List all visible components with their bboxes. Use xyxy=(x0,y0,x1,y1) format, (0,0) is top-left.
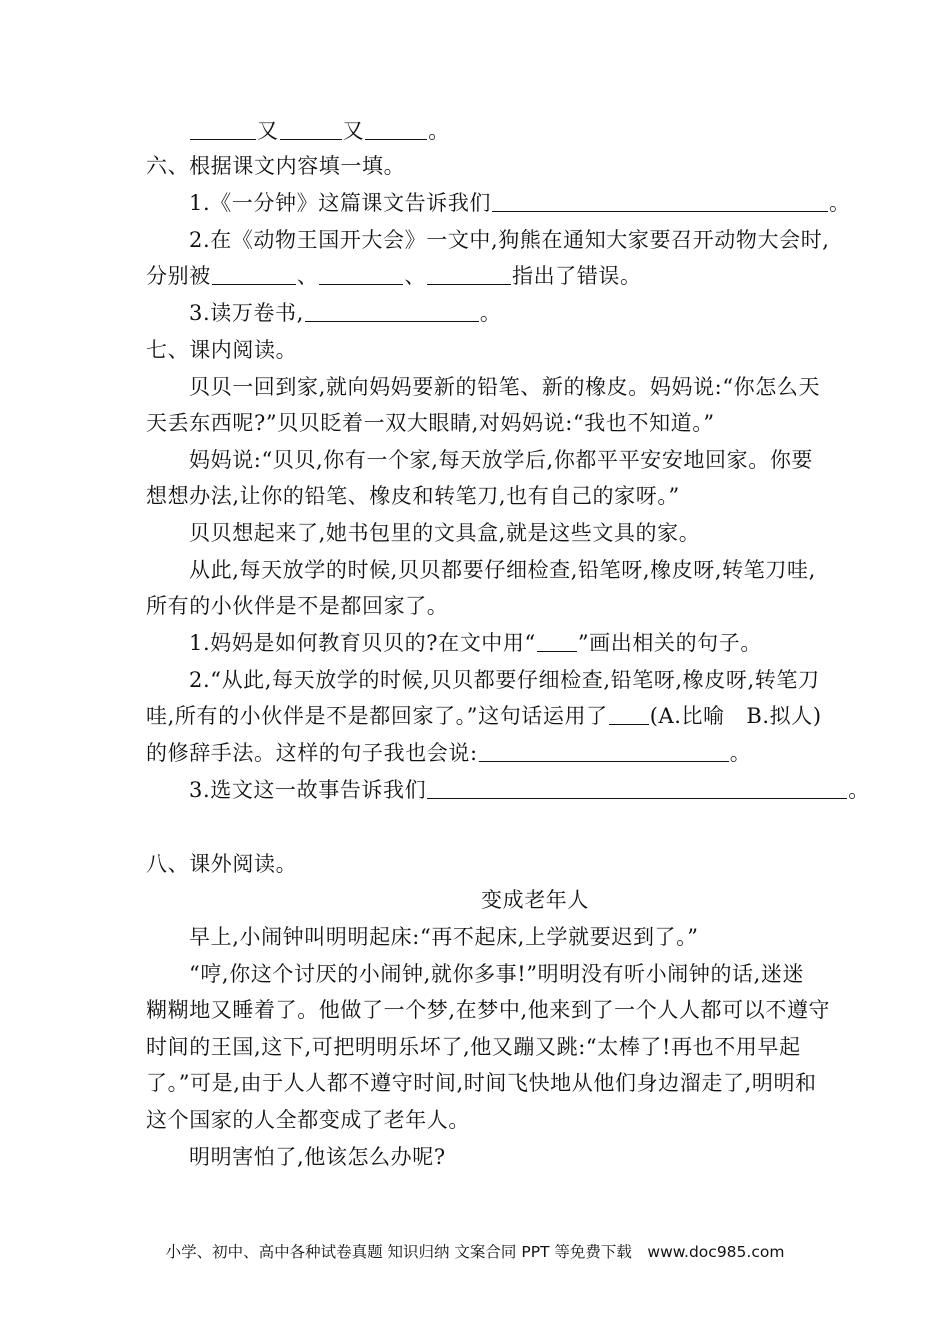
story-title: 变成老年人 xyxy=(481,888,589,912)
connector-text: 又 xyxy=(342,119,365,143)
punctuation: 。 xyxy=(428,119,450,143)
answer-blank[interactable] xyxy=(427,778,847,799)
s8-paragraph-line: “哼,你这个讨厌的小闹钟,就你多事!”明明没有听小闹钟的话,迷迷 xyxy=(189,962,805,986)
answer-blank[interactable] xyxy=(492,191,828,212)
punctuation: 。 xyxy=(829,191,851,215)
question-text: 1.妈妈是如何教育贝贝的?在文中用“ xyxy=(189,631,536,655)
answer-blank[interactable] xyxy=(479,741,729,762)
question-text: 3.读万卷书, xyxy=(189,301,304,325)
s7-paragraph-line: 所有的小伙伴是不是都回家了。 xyxy=(146,594,449,618)
question-text: ”画出相关的句子。 xyxy=(577,631,762,655)
s6-question2-line2 xyxy=(146,260,876,292)
answer-blank[interactable] xyxy=(427,264,511,285)
s7-question2-line3 xyxy=(146,737,876,769)
s7-question2-line1: 2.“从此,每天放学的时候,贝贝都要仔细检查,铅笔呀,橡皮呀,转笔刀 xyxy=(189,668,820,692)
question-text: 指出了错误。 xyxy=(512,264,642,288)
s7-question2-line2 xyxy=(146,700,876,732)
choice-options: (A.比喻 B.拟人) xyxy=(649,704,822,728)
punctuation: 、 xyxy=(404,264,427,288)
punctuation: 。 xyxy=(848,778,870,802)
s6-question1 xyxy=(189,187,879,219)
answer-blank[interactable] xyxy=(305,301,479,322)
s8-paragraph-line: 时间的王国,这下,可把明明乐坏了,他又蹦又跳:“太棒了!再也不用早起 xyxy=(146,1035,801,1059)
s7-paragraph-line: 妈妈说:“贝贝,你有一个家,每天放学后,你都平平安安地回家。你要 xyxy=(189,448,814,472)
s8-paragraph-line: 这个国家的人全都变成了老年人。 xyxy=(146,1108,470,1132)
answer-blank[interactable] xyxy=(537,631,577,652)
punctuation: 、 xyxy=(296,264,319,288)
section6-heading: 六、根据课文内容填一填。 xyxy=(146,154,406,178)
answer-blank[interactable] xyxy=(319,264,403,285)
s8-paragraph-line: 了。”可是,由于人人都不遵守时间,时间飞快地从他们身边溜走了,明明和 xyxy=(146,1071,817,1095)
s7-question3 xyxy=(189,774,879,806)
s7-paragraph-line: 天丢东西呢?”贝贝眨着一双大眼睛,对妈妈说:“我也不知道。” xyxy=(146,411,715,435)
section8-heading: 八、课外阅读。 xyxy=(146,852,298,876)
punctuation: 。 xyxy=(479,301,502,325)
footer-banner: 小学、初中、高中各种试卷真题 知识归纳 文案合同 PPT 等免费下载 www.doc985.com xyxy=(165,1243,785,1261)
s8-paragraph-line: 早上,小闹钟叫明明起床:“再不起床,上学就要迟到了。” xyxy=(189,925,699,949)
top-fill-line xyxy=(189,115,879,147)
section7-heading: 七、课内阅读。 xyxy=(146,338,298,362)
question-text: 分别被 xyxy=(146,264,211,288)
answer-blank[interactable] xyxy=(365,119,427,140)
punctuation: 。 xyxy=(729,741,752,765)
answer-blank[interactable] xyxy=(609,704,649,725)
s7-question1 xyxy=(189,627,879,659)
s7-paragraph-line: 贝贝一回到家,就向妈妈要新的铅笔、新的橡皮。妈妈说:“你怎么天 xyxy=(189,375,821,399)
s6-question2-line1: 2.在《动物王国开大会》一文中,狗熊在通知大家要召开动物大会时, xyxy=(189,228,830,252)
s8-paragraph-line: 糊糊地又睡着了。他做了一个梦,在梦中,他来到了一个人人都可以不遵守 xyxy=(146,998,831,1022)
answer-blank[interactable] xyxy=(190,119,256,140)
s7-paragraph-line: 想想办法,让你的铅笔、橡皮和转笔刀,也有自己的家呀。” xyxy=(146,484,680,508)
answer-blank[interactable] xyxy=(212,264,296,285)
question-text: 的修辞手法。这样的句子我也会说: xyxy=(146,741,478,765)
s6-question3 xyxy=(189,297,879,329)
question-text: 3.选文这一故事告诉我们 xyxy=(189,778,427,802)
answer-blank[interactable] xyxy=(280,119,342,140)
s7-paragraph-line: 贝贝想起来了,她书包里的文具盒,就是这些文具的家。 xyxy=(189,521,701,545)
question-text: 1.《一分钟》这篇课文告诉我们 xyxy=(189,191,492,215)
connector-text: 又 xyxy=(257,119,279,143)
s8-paragraph-line: 明明害怕了,他该怎么办呢? xyxy=(189,1145,446,1169)
s7-paragraph-line: 从此,每天放学的时候,贝贝都要仔细检查,铅笔呀,橡皮呀,转笔刀哇, xyxy=(189,558,816,582)
question-text: 哇,所有的小伙伴是不是都回家了。”这句话运用了 xyxy=(146,704,608,728)
